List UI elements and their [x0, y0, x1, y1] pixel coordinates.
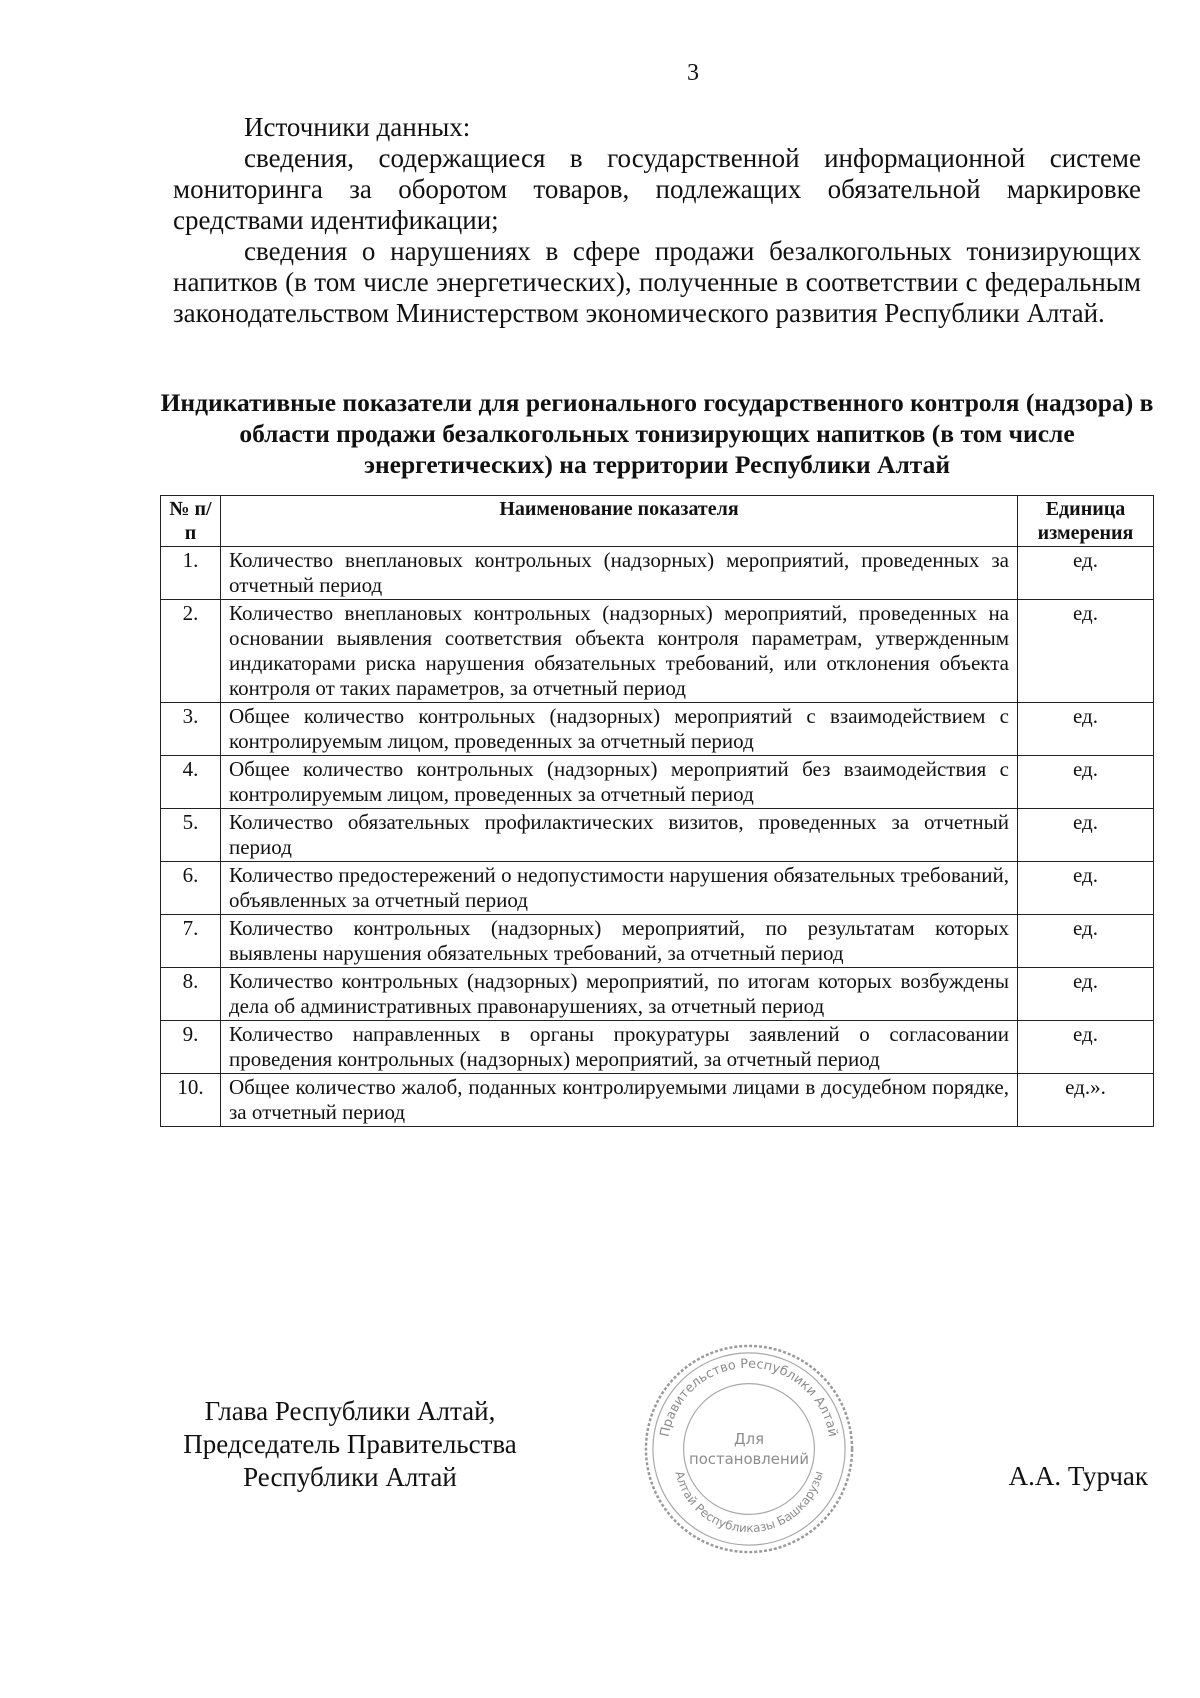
stamp-center-line1: Для — [733, 1430, 765, 1449]
table-row — [161, 547, 1154, 600]
row-name: Количество обязательных профилактических визитов, проведенных за отчетный период — [221, 809, 1018, 862]
row-num: 2. — [161, 600, 221, 703]
table-row — [161, 915, 1154, 968]
sources-heading: Источники данных: — [244, 112, 471, 142]
signature-line: Председатель Правительства — [183, 1429, 517, 1459]
table-row — [161, 968, 1154, 1021]
table-row — [161, 1074, 1154, 1127]
document-title: Индикативные показатели для регионального государственного контроля (надзора) в области продажи безалкогольных тонизирующих напитков (в том числе энергетических) на территории Республики Алтай — [160, 388, 1154, 479]
row-num: 10. — [161, 1074, 221, 1127]
header-name: Наименование показателя — [221, 496, 1018, 547]
table-row — [161, 703, 1154, 756]
row-unit: ед. — [1018, 862, 1154, 915]
stamp-center-line2: постановлений — [689, 1449, 809, 1468]
row-unit: ед. — [1018, 1021, 1154, 1074]
row-unit: ед. — [1018, 547, 1154, 600]
signature-line: Глава Республики Алтай, — [204, 1396, 496, 1426]
row-name: Количество контрольных (надзорных) мероприятий, по результатам которых выявлены нарушения обязательных требований, за отчетный период — [221, 915, 1018, 968]
row-num: 1. — [161, 547, 221, 600]
table-row — [161, 756, 1154, 809]
row-num: 3. — [161, 703, 221, 756]
row-name: Общее количество контрольных (надзорных) мероприятий без взаимодействия с контролируемым лицом, проведенных за отчетный период — [221, 756, 1018, 809]
svg-text:Алтай Республиказы Башкарузы — [672, 1470, 825, 1536]
header-unit: Единица измерения — [1018, 496, 1154, 547]
official-stamp — [640, 1340, 858, 1558]
table-row — [161, 809, 1154, 862]
signature-block — [160, 1395, 540, 1494]
stamp-outer-text: Правительство Республики Алтай — [657, 1356, 841, 1439]
row-unit: ед. — [1018, 600, 1154, 703]
row-num: 5. — [161, 809, 221, 862]
row-num: 9. — [161, 1021, 221, 1074]
table-row — [161, 862, 1154, 915]
row-num: 4. — [161, 756, 221, 809]
row-name: Количество предостережений о недопустимости нарушения обязательных требований, объявленных за отчетный период — [221, 862, 1018, 915]
data-sources — [173, 112, 1141, 329]
source-item: сведения, содержащиеся в государственной информационной системе мониторинга за оборотом товаров, подлежащих обязательной маркировке средствами идентификации; — [173, 143, 1141, 235]
row-name: Общее количество жалоб, поданных контролируемыми лицами в досудебном порядке, за отчетный период — [221, 1074, 1018, 1127]
row-unit: ед. — [1018, 968, 1154, 1021]
table-header-row — [161, 496, 1154, 547]
row-num: 7. — [161, 915, 221, 968]
signer-name: А.А. Турчак — [1008, 1461, 1148, 1491]
row-name: Количество направленных в органы прокуратуры заявлений о согласовании проведения контрольных (надзорных) мероприятий, за отчетный период — [221, 1021, 1018, 1074]
row-name: Количество внеплановых контрольных (надзорных) мероприятий, проведенных за отчетный период — [221, 547, 1018, 600]
row-unit: ед. — [1018, 809, 1154, 862]
table-row — [161, 1021, 1154, 1074]
row-num: 6. — [161, 862, 221, 915]
table-row — [161, 600, 1154, 703]
stamp-bottom-text: Алтай Республиказы Башкарузы — [672, 1469, 826, 1536]
row-unit: ед. — [1018, 756, 1154, 809]
header-num: № п/п — [161, 496, 221, 547]
indicators-table — [160, 495, 1154, 1127]
row-name: Общее количество контрольных (надзорных) мероприятий с взаимодействием с контролируемым лицом, проведенных за отчетный период — [221, 703, 1018, 756]
row-num: 8. — [161, 968, 221, 1021]
row-unit: ед. — [1018, 703, 1154, 756]
source-item: сведения о нарушениях в сфере продажи безалкогольных тонизирующих напитков (в том числе энергетических), полученные в соответствии с федеральным законодательством Министерством экономического развития Республики Алтай. — [173, 236, 1141, 328]
row-unit: ед. — [1018, 915, 1154, 968]
signature-line: Республики Алтай — [243, 1462, 457, 1492]
row-name: Количество внеплановых контрольных (надзорных) мероприятий, проведенных на основании выявления соответствия объекта контроля параметрам, утвержденным индикаторами риска нарушения обязательных требований, или отклонения объекта контроля от таких параметров, за отчетный период — [221, 600, 1018, 703]
page-number: 3 — [687, 60, 699, 86]
row-name: Количество контрольных (надзорных) мероприятий, по итогам которых возбуждены дела об административных правонарушениях, за отчетный период — [221, 968, 1018, 1021]
svg-text:Правительство Республики Алтай — [658, 1357, 841, 1439]
row-unit: ед.». — [1018, 1074, 1154, 1127]
